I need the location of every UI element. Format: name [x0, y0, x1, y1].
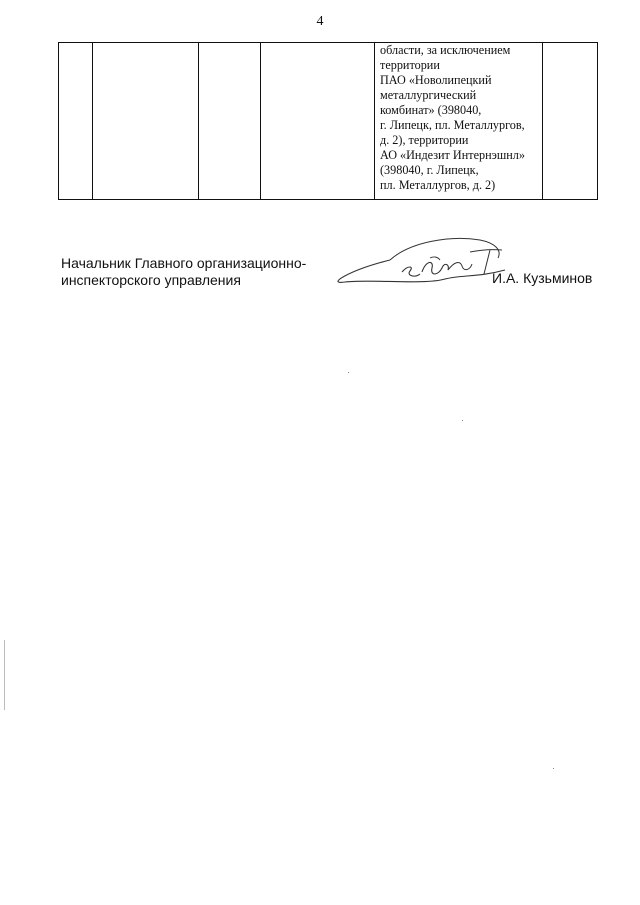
territory-line: области, за исключением	[380, 43, 511, 57]
scan-speck	[4, 640, 5, 710]
territory-line: г. Липецк, пл. Металлургов,	[380, 118, 525, 132]
table-cell-3	[199, 43, 261, 200]
territory-line: ПАО «Новолипецкий	[380, 73, 492, 87]
table-cell-territory	[375, 43, 543, 200]
table-cell-1	[59, 43, 93, 200]
scan-speck	[553, 768, 554, 769]
territory-line: (398040, г. Липецк,	[380, 163, 479, 177]
scan-speck	[462, 420, 463, 421]
territory-line: территории	[380, 58, 440, 72]
territory-line: д. 2), территории	[380, 133, 469, 147]
territory-line: АО «Индезит Интернэшнл»	[380, 148, 525, 162]
signatory-position-line-1: Начальник Главного организационно-	[61, 255, 307, 271]
signatory-name: И.А. Кузьминов	[492, 270, 593, 286]
table-row	[59, 43, 598, 200]
document-table	[58, 42, 598, 200]
table-cell-4	[261, 43, 375, 200]
table-cell-6	[543, 43, 598, 200]
page-number: 4	[316, 14, 324, 29]
scan-speck	[348, 372, 349, 373]
signatory-position	[61, 255, 306, 289]
territory-line: металлургический	[380, 88, 477, 102]
territory-line: комбинат» (398040,	[380, 103, 482, 117]
territory-line: пл. Металлургов, д. 2)	[380, 178, 496, 192]
signatory-position-line-2: инспекторского управления	[61, 272, 241, 288]
table-cell-2	[93, 43, 199, 200]
